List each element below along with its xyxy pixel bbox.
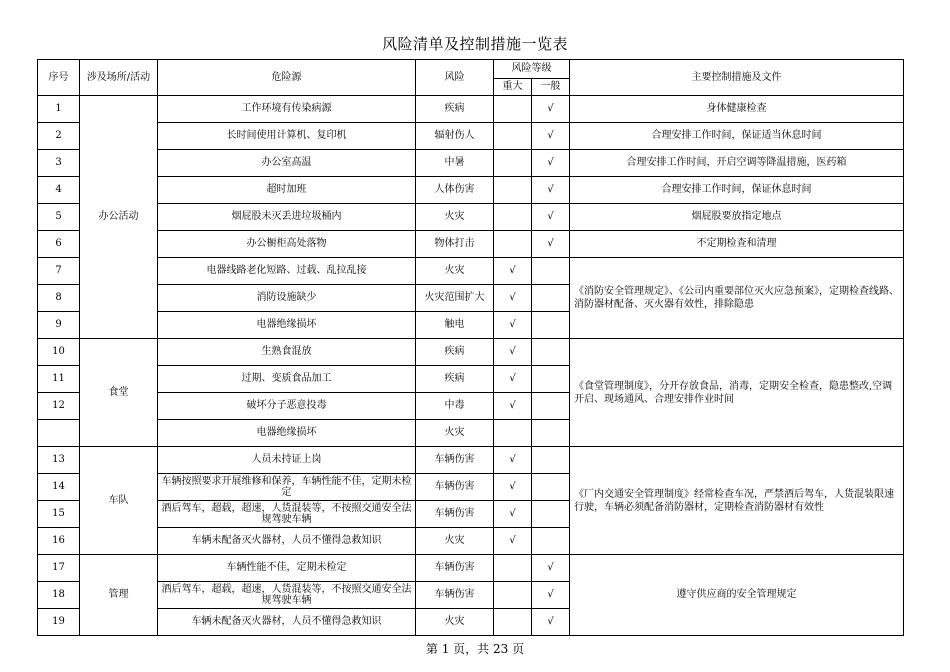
cell-seq	[38, 420, 80, 447]
cell-risk: 触电	[416, 312, 494, 339]
cell-general	[532, 528, 570, 555]
cell-measure: 合理安排工作时间，开启空调等降温措施，医药箱	[570, 150, 904, 177]
cell-hazard: 酒后驾车，超载，超速，人货混装等，不按照交通安全法规驾驶车辆	[158, 582, 416, 609]
cell-risk: 火灾	[416, 528, 494, 555]
cell-place: 食堂	[80, 339, 158, 447]
cell-general	[532, 339, 570, 366]
cell-general: √	[532, 123, 570, 150]
cell-place: 办公活动	[80, 96, 158, 339]
document-title: 风险清单及控制措施一览表	[381, 35, 568, 53]
cell-seq: 19	[38, 609, 80, 636]
cell-risk: 车辆伤害	[416, 474, 494, 501]
cell-hazard: 长时间使用计算机、复印机	[158, 123, 416, 150]
cell-seq: 15	[38, 501, 80, 528]
cell-risk: 车辆伤害	[416, 555, 494, 582]
cell-hazard: 消防设施缺少	[158, 285, 416, 312]
cell-major: √	[494, 366, 532, 393]
cell-major: √	[494, 447, 532, 474]
cell-hazard: 破坏分子恶意投毒	[158, 393, 416, 420]
cell-hazard: 电器线路老化短路、过载、乱拉乱接	[158, 258, 416, 285]
cell-risk: 中暑	[416, 150, 494, 177]
cell-risk: 火灾	[416, 609, 494, 636]
cell-general	[532, 420, 570, 447]
cell-general	[532, 447, 570, 474]
cell-major: √	[494, 258, 532, 285]
cell-major	[494, 177, 532, 204]
cell-hazard: 超时加班	[158, 177, 416, 204]
cell-place: 车队	[80, 447, 158, 555]
cell-hazard: 电器绝缘损坏	[158, 312, 416, 339]
cell-general: √	[532, 177, 570, 204]
cell-general	[532, 474, 570, 501]
cell-measure: 合理安排工作时间，保证休息时间	[570, 177, 904, 204]
cell-seq: 11	[38, 366, 80, 393]
table-row	[38, 447, 904, 474]
cell-measure: 合理安排工作时间，保证适当休息时间	[570, 123, 904, 150]
table-row	[38, 555, 904, 582]
cell-measure: 遵守供应商的安全管理规定	[570, 555, 904, 636]
header-place: 涉及场所/活动	[80, 60, 158, 96]
cell-hazard: 工作环境有传染病源	[158, 96, 416, 123]
cell-seq: 5	[38, 204, 80, 231]
cell-hazard: 办公橱柜高处落物	[158, 231, 416, 258]
cell-major	[494, 555, 532, 582]
header-row	[38, 60, 904, 79]
cell-general: √	[532, 96, 570, 123]
cell-risk: 疾病	[416, 96, 494, 123]
cell-major: √	[494, 528, 532, 555]
cell-measure: 《消防安全管理规定》、《公司内重要部位灭火应急预案》，定期检查线路、消防器材配备、灭火器有效性，排除隐患	[570, 258, 904, 339]
cell-hazard: 生熟食混放	[158, 339, 416, 366]
cell-seq: 17	[38, 555, 80, 582]
cell-general: √	[532, 204, 570, 231]
cell-risk: 物体打击	[416, 231, 494, 258]
table-row	[38, 204, 904, 231]
cell-risk: 车辆伤害	[416, 501, 494, 528]
cell-measure: 不定期检查和清理	[570, 231, 904, 258]
cell-seq: 1	[38, 96, 80, 123]
cell-hazard: 车辆未配备灭火器材，人员不懂得急救知识	[158, 528, 416, 555]
cell-hazard: 过期、变质食品加工	[158, 366, 416, 393]
table-row	[38, 258, 904, 285]
cell-seq: 4	[38, 177, 80, 204]
header-seq: 序号	[38, 60, 80, 96]
cell-general: √	[532, 555, 570, 582]
cell-major	[494, 609, 532, 636]
cell-seq: 3	[38, 150, 80, 177]
cell-hazard: 人员未持证上岗	[158, 447, 416, 474]
cell-major	[494, 231, 532, 258]
cell-measure: 身体健康检查	[570, 96, 904, 123]
cell-general	[532, 312, 570, 339]
cell-hazard: 车辆性能不佳，定期未检定	[158, 555, 416, 582]
cell-general	[532, 258, 570, 285]
cell-hazard: 办公室高温	[158, 150, 416, 177]
header-general: 一般	[532, 79, 570, 96]
cell-hazard: 烟屁股未灭丢进垃圾桶内	[158, 204, 416, 231]
cell-seq: 12	[38, 393, 80, 420]
cell-risk: 火灾	[416, 258, 494, 285]
cell-major: √	[494, 312, 532, 339]
table-row	[38, 231, 904, 258]
cell-general: √	[532, 231, 570, 258]
cell-risk: 疾病	[416, 339, 494, 366]
cell-general	[532, 393, 570, 420]
page-footer: 第 1 页，共 23 页	[425, 642, 525, 656]
cell-seq: 2	[38, 123, 80, 150]
cell-seq: 7	[38, 258, 80, 285]
cell-risk: 火灾	[416, 204, 494, 231]
cell-general	[532, 501, 570, 528]
cell-risk: 中毒	[416, 393, 494, 420]
header-hazard: 危险源	[158, 60, 416, 96]
cell-major	[494, 582, 532, 609]
header-level: 风险等级	[494, 60, 570, 79]
header-measures: 主要控制措施及文件	[570, 60, 904, 96]
cell-seq: 14	[38, 474, 80, 501]
cell-hazard: 电器绝缘损坏	[158, 420, 416, 447]
cell-major: √	[494, 501, 532, 528]
cell-seq: 16	[38, 528, 80, 555]
cell-seq: 18	[38, 582, 80, 609]
table-row	[38, 339, 904, 366]
table-row	[38, 96, 904, 123]
cell-risk: 人体伤害	[416, 177, 494, 204]
cell-risk: 车辆伤害	[416, 447, 494, 474]
cell-major: √	[494, 285, 532, 312]
cell-risk: 辐射伤人	[416, 123, 494, 150]
cell-risk: 火灾	[416, 420, 494, 447]
cell-general: √	[532, 150, 570, 177]
header-major: 重大	[494, 79, 532, 96]
cell-hazard: 车辆未配备灭火器材，人员不懂得急救知识	[158, 609, 416, 636]
cell-general: √	[532, 582, 570, 609]
cell-seq: 9	[38, 312, 80, 339]
cell-major	[494, 420, 532, 447]
cell-hazard: 车辆按照要求开展维修和保养，车辆性能不佳，定期未检定	[158, 474, 416, 501]
cell-major: √	[494, 474, 532, 501]
cell-place: 管理	[80, 555, 158, 636]
cell-risk: 车辆伤害	[416, 582, 494, 609]
table-row	[38, 150, 904, 177]
cell-hazard: 酒后驾车，超载，超速，人货混装等，不按照交通安全法规驾驶车辆	[158, 501, 416, 528]
table-row	[38, 123, 904, 150]
header-risk: 风险	[416, 60, 494, 96]
cell-measure: 《食堂管理制度》，分开存放食品，消毒，定期安全检查，隐患整改,空调开启、现场通风、合理安排作业时间	[570, 339, 904, 447]
cell-major	[494, 204, 532, 231]
cell-major	[494, 123, 532, 150]
cell-risk: 火灾范围扩大	[416, 285, 494, 312]
cell-measure: 《厂内交通安全管理制度》经常检查车况，严禁酒后驾车，人货混装限速行驶，车辆必须配备消防器材，定期检查消防器材有效性	[570, 447, 904, 555]
cell-seq: 13	[38, 447, 80, 474]
table-row	[38, 177, 904, 204]
cell-general	[532, 366, 570, 393]
cell-measure: 烟屁股要放指定地点	[570, 204, 904, 231]
cell-major: √	[494, 393, 532, 420]
cell-seq: 8	[38, 285, 80, 312]
cell-seq: 10	[38, 339, 80, 366]
cell-general	[532, 285, 570, 312]
cell-major: √	[494, 339, 532, 366]
cell-major	[494, 150, 532, 177]
cell-seq: 6	[38, 231, 80, 258]
cell-risk: 疾病	[416, 366, 494, 393]
cell-general: √	[532, 609, 570, 636]
risk-table	[37, 59, 904, 636]
cell-major	[494, 96, 532, 123]
